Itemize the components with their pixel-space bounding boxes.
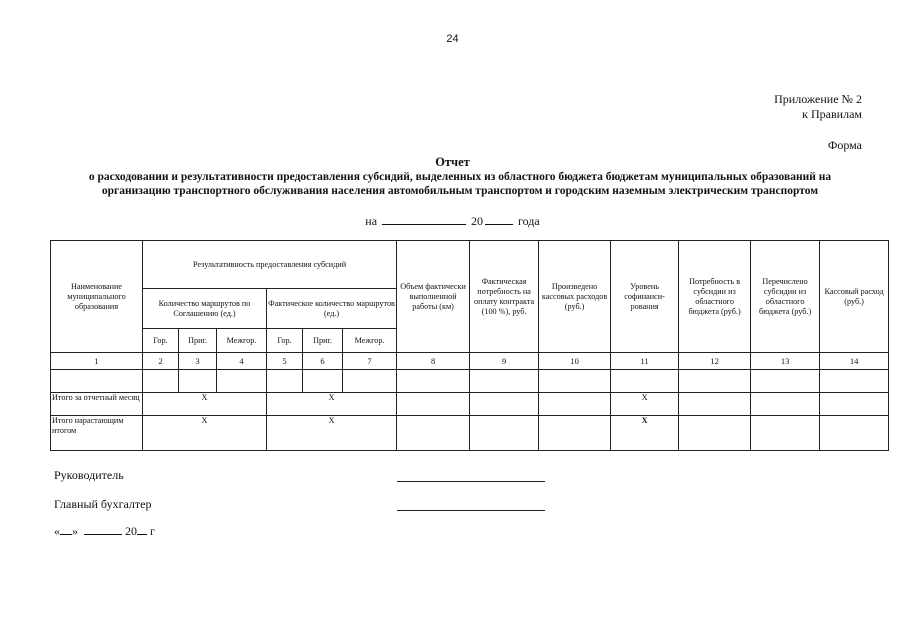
col-number: 14 xyxy=(820,353,889,370)
header-volume: Объем фактически выполненной работы (км) xyxy=(397,241,470,353)
report-title: Отчет xyxy=(435,155,470,169)
x-mark: X xyxy=(611,416,679,451)
form-label: Форма xyxy=(827,138,862,152)
report-table xyxy=(50,240,889,451)
header-routes-agreement: Количество маршрутов по Соглашению (ед.) xyxy=(143,289,267,329)
table-cell xyxy=(539,370,611,393)
page-number: 24 xyxy=(446,33,459,45)
col-number: 8 xyxy=(397,353,470,370)
date-month-blank xyxy=(84,525,122,535)
table-cell xyxy=(143,370,179,393)
table-cell xyxy=(611,370,679,393)
header-name: Наименование муниципального образования xyxy=(51,241,143,353)
table-cell xyxy=(397,393,470,416)
table-cell xyxy=(539,393,611,416)
col-number: 4 xyxy=(217,353,267,370)
period-year-blank xyxy=(485,215,513,225)
period-prefix: на xyxy=(365,214,378,228)
header-transferred: Перечислено субсидии из областного бюджета (руб.) xyxy=(751,241,820,353)
col-number: 13 xyxy=(751,353,820,370)
sub-suburban-1: Приг. xyxy=(179,329,217,353)
col-number: 5 xyxy=(267,353,303,370)
table-row-empty xyxy=(51,370,889,393)
table-cell xyxy=(217,370,267,393)
table-cell xyxy=(751,370,820,393)
sub-intercity-2: Межгор. xyxy=(343,329,397,353)
col-number: 9 xyxy=(470,353,539,370)
appendix-line-1: Приложение № 2 xyxy=(774,92,862,106)
date-day-blank xyxy=(60,525,72,535)
table-cell xyxy=(397,370,470,393)
table-row-total-cumulative xyxy=(51,416,889,451)
header-subsidy-need: Потребность в субсидии из областного бюджета (руб.) xyxy=(679,241,751,353)
date-open-quote: « xyxy=(54,524,60,538)
table-cell xyxy=(751,416,820,451)
col-number: 11 xyxy=(611,353,679,370)
appendix-line-2: к Правилам xyxy=(802,107,862,121)
x-mark: X xyxy=(143,416,267,451)
row-label-total-cumulative: Итого нарастающим итогом xyxy=(51,416,143,451)
header-cash: Произведено кассовых расходов (руб.) xyxy=(539,241,611,353)
date-close-quote: » xyxy=(72,524,78,538)
header-result: Результативность предоставления субсидий xyxy=(143,241,397,289)
col-number: 12 xyxy=(679,353,751,370)
col-number: 1 xyxy=(51,353,143,370)
date-line xyxy=(54,524,155,539)
row-label-total-month: Итого за отчетный месяц xyxy=(51,393,143,416)
date-year-prefix: 20 xyxy=(125,524,137,538)
table-cell xyxy=(820,416,889,451)
date-year-blank xyxy=(137,525,147,535)
col-number: 10 xyxy=(539,353,611,370)
signature-accountant-label: Главный бухгалтер xyxy=(54,497,152,511)
table-cell xyxy=(470,416,539,451)
table-cell xyxy=(820,370,889,393)
table-cell xyxy=(679,370,751,393)
col-number: 7 xyxy=(343,353,397,370)
table-cell xyxy=(179,370,217,393)
table-cell xyxy=(539,416,611,451)
sub-intercity-1: Межгор. xyxy=(217,329,267,353)
period-suffix: года xyxy=(518,214,540,228)
signature-head-label: Руководитель xyxy=(54,468,124,482)
date-suffix: г xyxy=(150,524,155,538)
x-mark: X xyxy=(611,393,679,416)
col-number: 3 xyxy=(179,353,217,370)
appendix-label xyxy=(774,92,862,122)
x-mark: X xyxy=(267,393,397,416)
header-need: Фактическая потребность на оплату контракта (100 %), руб. xyxy=(470,241,539,353)
col-number: 6 xyxy=(303,353,343,370)
report-period xyxy=(0,214,905,229)
table-cell xyxy=(751,393,820,416)
x-mark: X xyxy=(143,393,267,416)
table-cell xyxy=(820,393,889,416)
table-cell xyxy=(51,370,143,393)
x-mark: X xyxy=(267,416,397,451)
header-cofin: Уровень софинанси-рования xyxy=(611,241,679,353)
table-cell xyxy=(303,370,343,393)
col-number: 2 xyxy=(143,353,179,370)
table-cell xyxy=(679,416,751,451)
report-subtitle: о расходовании и результативности предоставления субсидий, выделенных из областного бюджета бюджетам муниципальных образований на организацию транспортного обслуживания населения автомобильным транспортом и городским наземным электрическим транспортом xyxy=(88,171,832,197)
signature-head-line xyxy=(397,480,545,482)
sub-city-1: Гор. xyxy=(143,329,179,353)
table-cell xyxy=(397,416,470,451)
table-row-total-month xyxy=(51,393,889,416)
table-cell xyxy=(267,370,303,393)
table-cell xyxy=(343,370,397,393)
period-blank xyxy=(382,215,466,225)
sub-city-2: Гор. xyxy=(267,329,303,353)
period-year-prefix: 20 xyxy=(471,214,484,228)
header-cash-exp: Кассовый расход (руб.) xyxy=(820,241,889,353)
header-routes-actual: Фактическое количество маршрутов (ед.) xyxy=(267,289,397,329)
table-cell xyxy=(470,393,539,416)
table-cell xyxy=(679,393,751,416)
sub-suburban-2: Приг. xyxy=(303,329,343,353)
table-cell xyxy=(470,370,539,393)
signature-accountant-line xyxy=(397,509,545,511)
